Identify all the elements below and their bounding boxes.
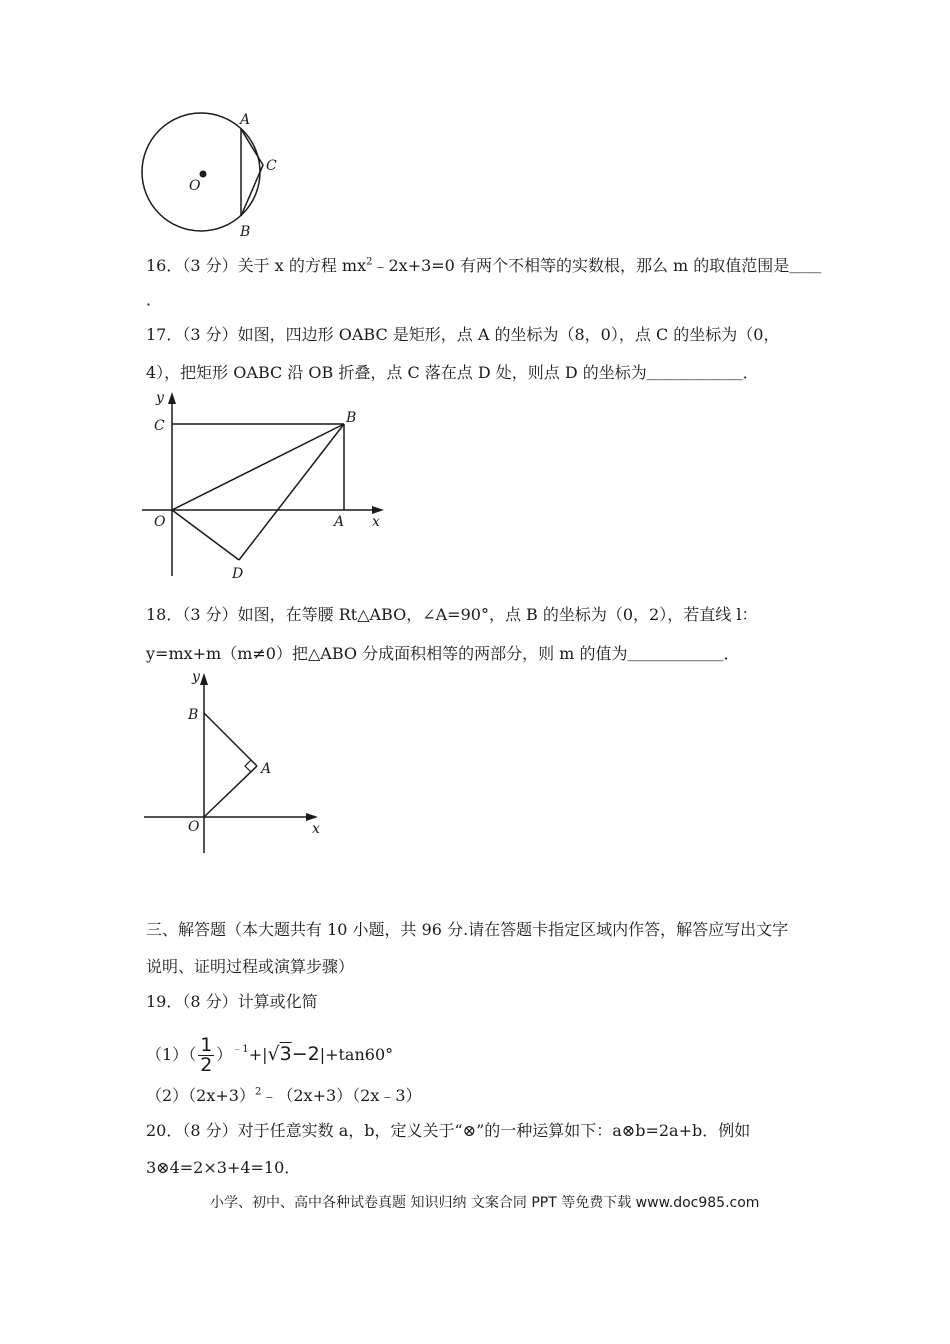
label-o: O [188, 819, 200, 835]
label-o: O [189, 178, 201, 194]
label-a: A [240, 112, 251, 128]
label-y: y [192, 669, 200, 685]
segment-ob [172, 424, 344, 510]
question-20-line1: 20．（8 分）对于任意实数 a，b，定义关于“⊗”的一种运算如下：a⊗b=2a+b．例如 [146, 1121, 751, 1140]
segment-ao [204, 766, 257, 817]
rectangle-fold-figure [140, 386, 390, 586]
page-footer: 小学、初中、高中各种试卷真题 知识归纳 文案合同 PPT 等免费下载 www.doc985.com [210, 1195, 760, 1211]
right-angle-mark [245, 760, 257, 772]
label-a: A [334, 514, 345, 530]
question-17-line2: 4），把矩形 OABC 沿 OB 折叠，点 C 落在点 D 处，则点 D 的坐标为＿＿＿＿＿＿． [146, 363, 759, 382]
label-d: D [232, 566, 244, 582]
section-3-heading-line2: 说明、证明过程或演算步骤） [146, 957, 355, 976]
question-19-part1: （1）（ $\frac{1}{2}$ ）$^{﹣1}$+|√3−2|+tan60° [146, 1034, 394, 1076]
y-axis-arrow [200, 673, 208, 685]
sqrt-expression: √3−2 [267, 1043, 320, 1065]
label-b: B [346, 410, 357, 426]
triangle-figure [140, 665, 330, 860]
label-b: B [240, 224, 251, 240]
label-o: O [154, 514, 166, 530]
question-19-title: 19．（8 分）计算或化简 [146, 992, 318, 1011]
circle-figure [130, 108, 290, 243]
question-18-line1: 18．（3 分）如图，在等腰 Rt△ABO，∠A=90°，点 B 的坐标为（0，2），若直线 l： [146, 605, 758, 624]
label-c: C [266, 158, 277, 174]
fraction-one-half: $\frac{1}{2}$ [200, 1034, 213, 1076]
question-16-end: ． [146, 290, 163, 309]
question-17-line1: 17．（3 分）如图，四边形 OABC 是矩形，点 A 的坐标为（8，0），点 C 的坐标为（0， [146, 325, 780, 344]
segment-od [172, 510, 239, 560]
question-16: 16．（3 分）关于 x 的方程 $mx^2﹣2x+3=0$ 有两个不相等的实数根，那么 m 的取值范围是＿＿ [146, 256, 822, 275]
label-a: A [261, 761, 272, 777]
label-x: x [312, 821, 320, 837]
x-axis-arrow [306, 813, 318, 821]
y-axis-arrow [168, 392, 176, 404]
x-axis-arrow [372, 506, 384, 514]
question-19-part2: $(2)(2x+3)^2﹣(2x+3)(2x﹣3)$ [146, 1086, 422, 1105]
segment-ba [204, 713, 257, 766]
question-20-line2: 3⊗4=2×3+4=10． [146, 1158, 301, 1177]
label-c: C [154, 418, 165, 434]
question-18-line2: y=mx+m（m≠0）把△ABO 分成面积相等的两部分，则 m 的值为＿＿＿＿＿＿． [146, 644, 740, 663]
label-x: x [372, 514, 380, 530]
section-3-heading-line1: 三、解答题（本大题共有 10 小题，共 96 分.请在答题卡指定区域内作答，解答应写出文字 [146, 920, 789, 939]
label-b: B [188, 707, 199, 723]
segment-db [239, 424, 344, 560]
label-y: y [156, 390, 164, 406]
center-point [200, 171, 207, 178]
